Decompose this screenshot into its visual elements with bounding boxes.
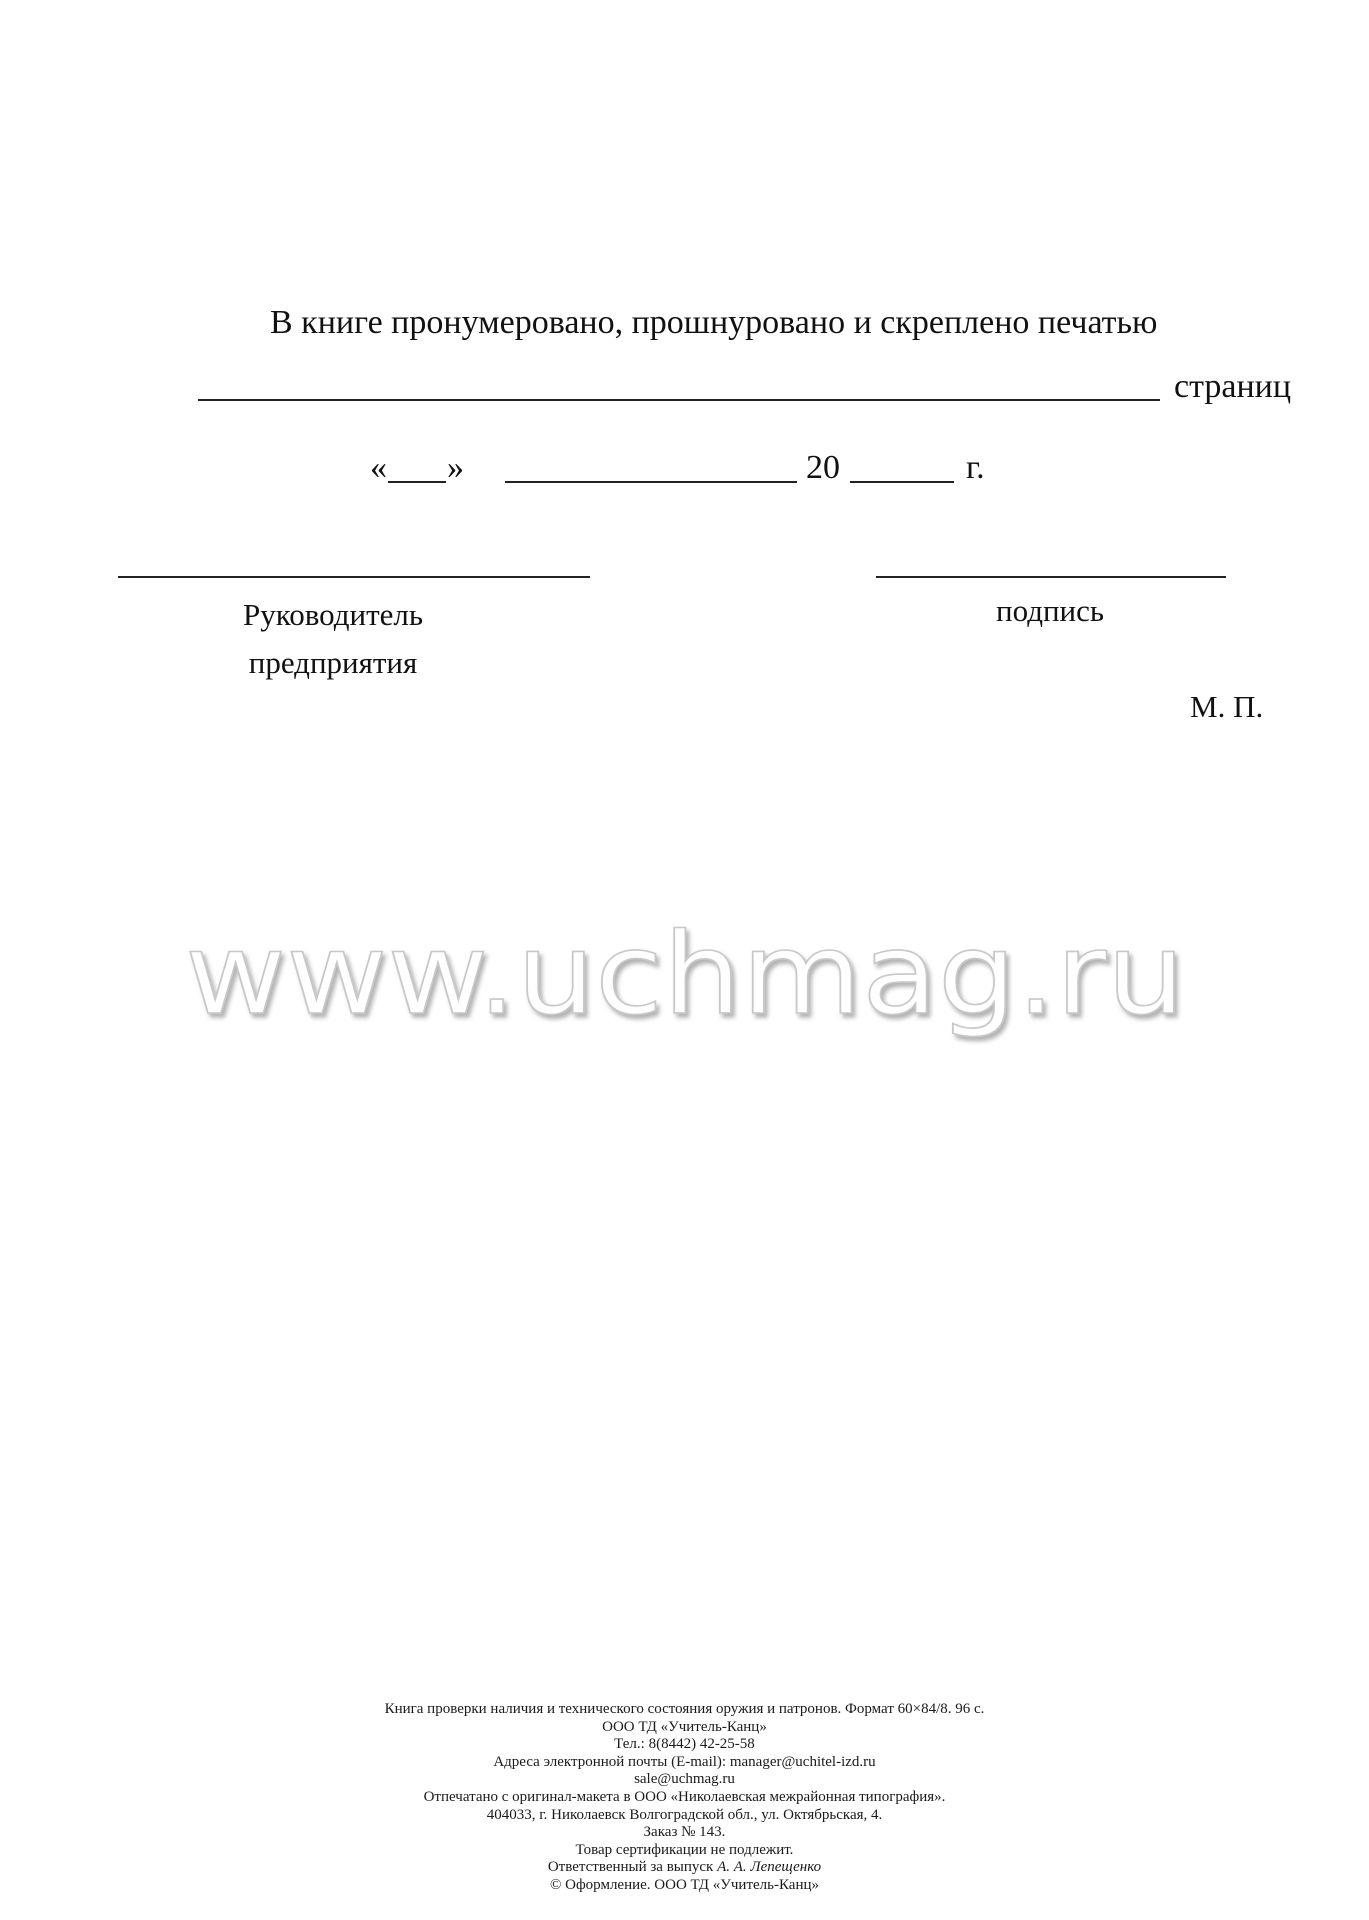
pages-count-underline	[198, 399, 1160, 401]
imprint-line: Заказ № 143.	[643, 1824, 726, 1841]
year-suffix: г.	[966, 449, 985, 486]
certification-statement: В книге пронумеровано, прошнуровано и скреплено печатью	[270, 304, 1158, 341]
imprint-line: Книга проверки наличия и технического состояния оружия и патронов. Формат 60×84/8. 96 с.	[384, 1701, 985, 1717]
imprint-line: ООО ТД «Учитель-Канц»	[602, 1718, 767, 1735]
responsible-name: А. А. Лепещенко	[717, 1859, 822, 1876]
watermark-text: www.uchmag.ru	[185, 910, 1185, 1040]
imprint	[0, 1701, 1369, 1895]
watermark-graphic	[0, 905, 1369, 1055]
head-signature-line	[118, 576, 590, 578]
date-open-quote: «	[370, 449, 387, 486]
watermark	[0, 905, 1369, 1055]
imprint-line: sale@uchmag.ru	[634, 1771, 735, 1788]
stamp-label: М. П.	[1190, 689, 1264, 724]
head-label-line2: предприятия	[248, 645, 418, 680]
imprint-line: 404033, г. Николаевск Волгоградской обл., ул. Октябрьская, 4.	[486, 1806, 883, 1823]
year-prefix: 20	[806, 449, 840, 486]
responsible-prefix: Ответственный за выпуск	[547, 1859, 714, 1876]
signature-line	[876, 576, 1226, 578]
imprint-line: Адреса электронной почты (E-mail): manager@uchitel-izd.ru	[493, 1753, 876, 1770]
imprint-copyright: © Оформление. ООО ТД «Учитель-Канц»	[549, 1876, 819, 1893]
imprint-line: Тел.: 8(8442) 42-25-58	[614, 1736, 755, 1753]
imprint-line: Товар сертификации не подлежит.	[575, 1841, 794, 1858]
day-blank	[388, 481, 446, 483]
year-blank	[850, 481, 954, 483]
head-label	[243, 591, 423, 687]
pages-count-blank	[198, 366, 1160, 406]
pages-label: страниц	[1174, 368, 1292, 405]
date-line	[370, 448, 1010, 490]
imprint-responsible	[0, 1859, 1369, 1877]
head-label-line1: Руководитель	[243, 597, 424, 632]
month-blank	[505, 481, 797, 483]
signature-label: подпись	[996, 593, 1105, 628]
imprint-line: Отпечатано с оригинал-макета в ООО «Николаевская межрайонная типография».	[423, 1788, 946, 1805]
date-close-quote: »	[447, 449, 464, 486]
